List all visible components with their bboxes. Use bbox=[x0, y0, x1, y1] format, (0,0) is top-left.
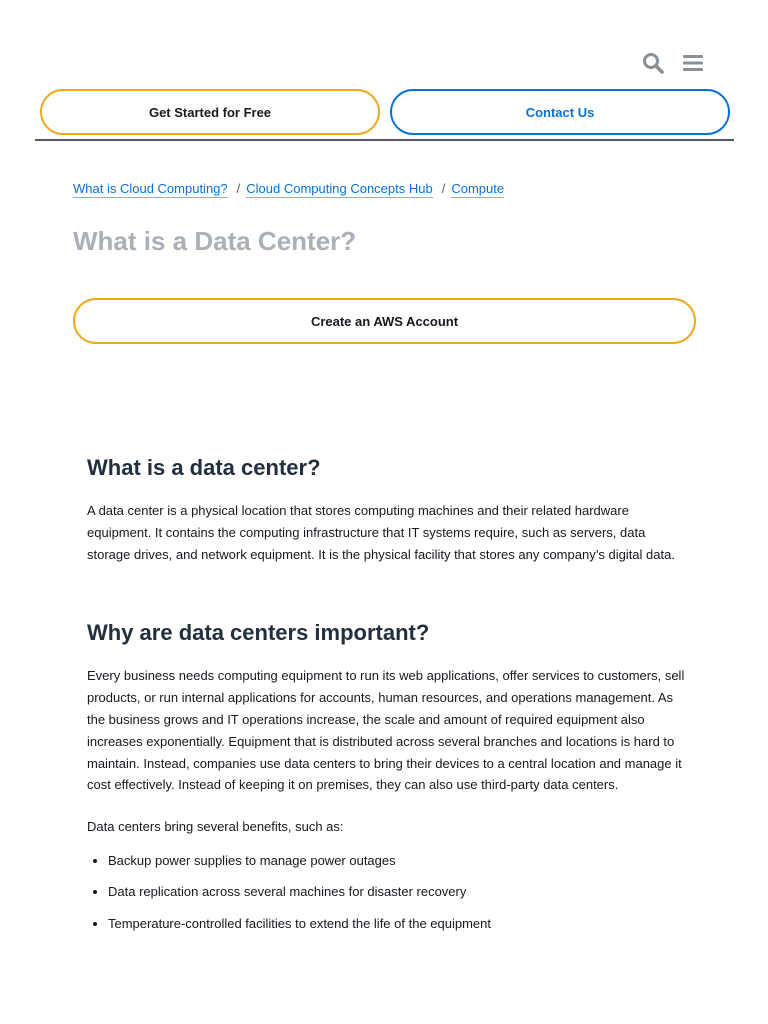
header-cta-row bbox=[40, 89, 730, 135]
list-item: • Data replication across several machines for disaster recovery bbox=[108, 881, 687, 902]
get-started-button[interactable]: Get Started for Free bbox=[40, 89, 380, 135]
page-title: What is a Data Center? bbox=[73, 226, 357, 256]
breadcrumb-separator: / bbox=[441, 181, 446, 196]
breadcrumb-link-cloud-computing[interactable]: What is Cloud Computing? bbox=[73, 181, 228, 196]
section-paragraph: A data center is a physical location that stores computing machines and their related hardware equipment. It contains the computing infrastructure that IT systems require, such as servers, data storage drives, and network equipment. It is the physical facility that stores any company’s digital data. bbox=[87, 503, 675, 562]
section-paragraph: Data centers bring several benefits, such as: bbox=[87, 819, 344, 835]
contact-us-button[interactable]: Contact Us bbox=[390, 89, 730, 135]
breadcrumb-separator: / bbox=[236, 181, 241, 196]
section-paragraph: Every business needs computing equipment to run its web applications, offer services to customers, sell products, or run internal applications for accounts, human resources, and operations management. As the business grows and IT operations increase, the scale and amount of required equipment also increases exponentially. Equipment that is distributed across several branches and locations is hard to maintain. Instead, companies use data centers to bring their devices to a central location and manage it cost effectively. Instead of keeping it on premises, they can also use third-party data centers. bbox=[87, 668, 685, 793]
benefits-list bbox=[87, 850, 687, 934]
hamburger-menu-icon[interactable] bbox=[680, 50, 706, 76]
section-heading: What is a data center? bbox=[87, 455, 321, 480]
breadcrumb-link-concepts-hub[interactable]: Cloud Computing Concepts Hub bbox=[246, 181, 433, 196]
list-item: • Backup power supplies to manage power outages bbox=[108, 850, 687, 871]
breadcrumb-link-compute[interactable]: Compute bbox=[451, 181, 505, 196]
header-divider bbox=[35, 139, 734, 141]
breadcrumb bbox=[73, 181, 504, 196]
section-why-important bbox=[87, 617, 687, 934]
article-content bbox=[87, 452, 687, 944]
section-what-is-data-center bbox=[87, 452, 687, 565]
list-item: • Temperature-controlled facilities to extend the life of the equipment bbox=[108, 913, 687, 934]
search-icon[interactable] bbox=[640, 50, 666, 76]
create-aws-account-button[interactable]: Create an AWS Account bbox=[73, 298, 696, 344]
header-icons bbox=[640, 50, 706, 76]
section-heading: Why are data centers important? bbox=[87, 620, 430, 646]
